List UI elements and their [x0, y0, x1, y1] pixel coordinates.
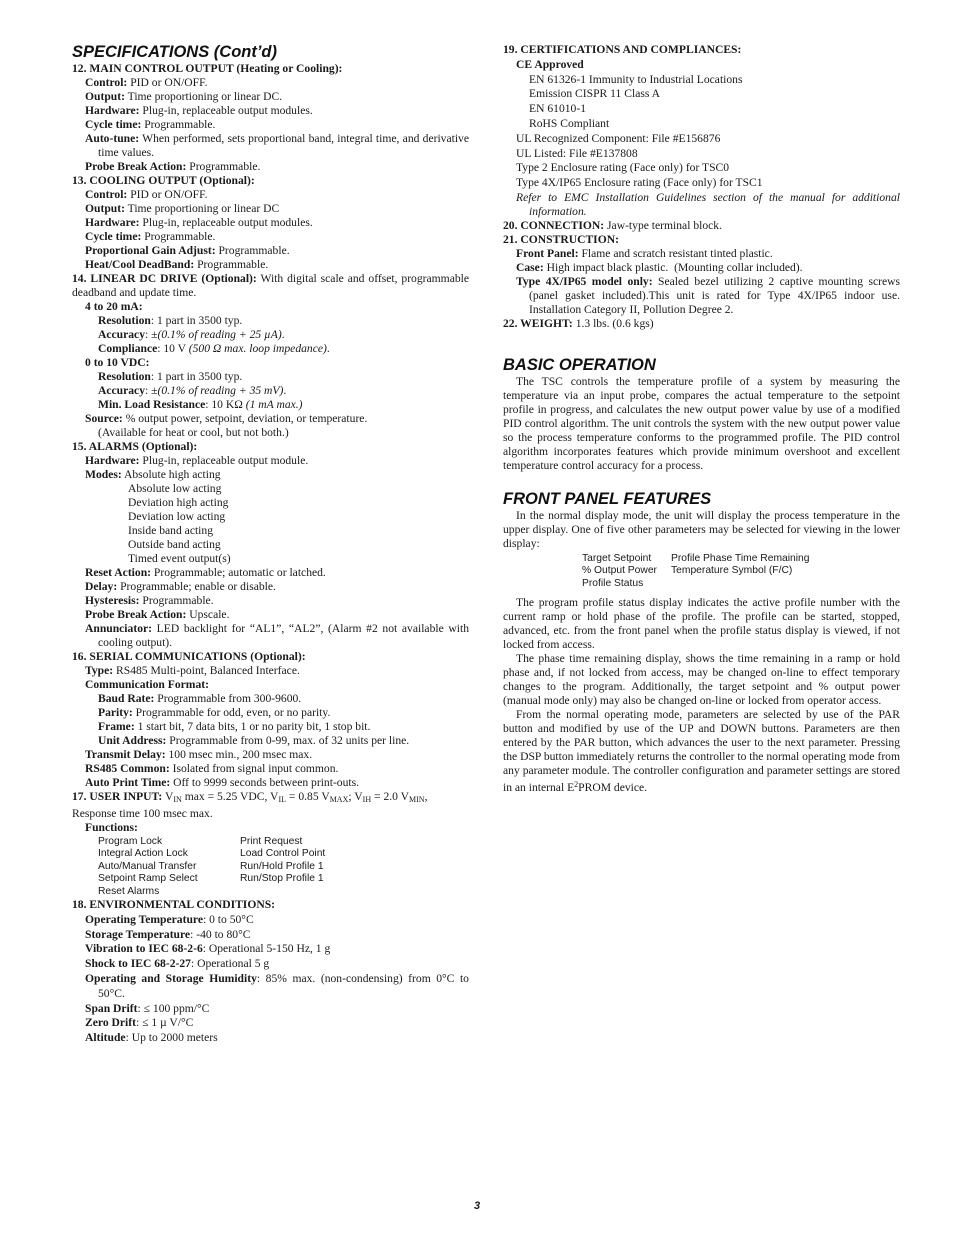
spec-value: : 85% max. (non-condensing) from 0°C to 50°C.	[98, 972, 469, 1000]
section-title: 14. LINEAR DC DRIVE (Optional):	[72, 272, 257, 285]
spec-label: Front Panel:	[516, 246, 579, 260]
spec-label: Auto-tune:	[85, 132, 140, 145]
section-title: 12. MAIN CONTROL OUTPUT (Heating or Cooling):	[72, 62, 343, 75]
spec-label: Cycle time:	[85, 118, 142, 131]
spec-value: : Operational 5 g	[190, 957, 270, 971]
display-option: Profile Status	[582, 577, 644, 589]
section-title: 13. COOLING OUTPUT (Optional):	[72, 174, 255, 187]
spec-value: Programmable.	[186, 160, 261, 173]
spec-label: Cycle time:	[85, 230, 142, 243]
section-title: 18. ENVIRONMENTAL CONDITIONS:	[72, 898, 276, 912]
spec-label: Auto Print Time:	[85, 776, 171, 789]
section-16	[72, 650, 469, 790]
section-title: 19. CERTIFICATIONS AND COMPLIANCES:	[503, 43, 742, 56]
spec-value: Programmable.	[141, 230, 216, 243]
spec-label: Modes:	[85, 468, 122, 481]
basic-operation-text: The TSC controls the temperature profile of a system by measuring the temperature via an input probe, compares the actual temperature to the setpoint profile in progress, and calculates the new output power value by use of a modified PID control algorithm. The unit controls the system with the new output power value so the process temperature conforms to the programmed profile. The PID control algorithm incorporates features which provide minimum overshoot and excellent temperature control accuracy for a process.	[503, 374, 900, 472]
subsection-heading: 4 to 20 mA:	[85, 300, 143, 313]
front-panel-heading: FRONT PANEL FEATURES	[503, 489, 712, 508]
spec-value: MAX	[329, 795, 349, 804]
spec-label: Hardware:	[85, 104, 140, 117]
spec-value: Time proportioning or linear DC.	[124, 90, 283, 103]
superscript: 2	[574, 780, 579, 790]
spec-value: LED backlight for “AL1”, “AL2”, (Alarm #2 not available with cooling output).	[98, 622, 469, 649]
parameter-paragraph	[503, 708, 900, 795]
spec-value: Sealed bezel utilizing 2 captive mounting screws (panel gasket included).This unit is rated for Type 4X/IP65 indoor use. Installation Category II, Pollution Degree 2.	[529, 274, 900, 316]
spec-value: 1 start bit, 7 data bits, 1 or no parity bit, 1 stop bit.	[134, 720, 371, 733]
response-time: Response time 100 msec max.	[72, 807, 213, 820]
spec-label: Functions:	[85, 821, 138, 834]
function-item: Run/Stop Profile 1	[240, 873, 324, 885]
page-number: 3	[473, 1200, 481, 1212]
function-item: Print Request	[240, 836, 303, 847]
spec-label: Storage Temperature	[85, 927, 191, 941]
spec-value: When performed, sets proportional band, integral time, and derivative time values.	[98, 132, 469, 159]
ce-item: EN 61326-1 Immunity to Industrial Locations	[529, 72, 743, 86]
function-item: Load Control Point	[240, 848, 326, 860]
profile-status-paragraph: The program profile status display indicates the active profile number with the current ramp or hold phase of the profile. The profile can be started, stopped, advanced, etc. from the front panel when the profile status display is viewed, if not locked from access.	[503, 596, 900, 652]
spec-label: Output:	[85, 90, 125, 103]
spec-label: Heat/Cool DeadBand:	[85, 258, 195, 271]
spec-value: .	[281, 328, 285, 341]
section-20	[503, 219, 900, 233]
ul-item: Type 4X/IP65 Enclosure rating (Face only) for TSC1	[516, 176, 763, 190]
section-title: 17. USER INPUT:	[72, 790, 163, 803]
display-options-list	[503, 553, 900, 590]
section-22	[503, 317, 900, 331]
display-option: % Output Power	[582, 565, 657, 577]
spec-value: ; V	[348, 790, 363, 803]
spec-value: : ≤ 1 µ V/°C	[135, 1016, 194, 1030]
spec-label: Transmit Delay:	[85, 748, 166, 761]
spec-value: High impact black plastic. (Mounting collar included).	[543, 260, 803, 274]
section-title: 21. CONSTRUCTION:	[503, 232, 619, 246]
spec-label: Reset Action:	[85, 566, 152, 579]
spec-value: (1 mA max.)	[245, 398, 303, 411]
spec-value: Programmable for odd, even, or no parity.	[132, 706, 331, 719]
subsection-heading: 0 to 10 VDC:	[85, 356, 150, 369]
basic-operation-section	[503, 355, 900, 473]
section-19	[503, 43, 900, 219]
spec-label: Type:	[85, 664, 114, 677]
spec-value: % output power, setpoint, deviation, or temperature.	[122, 412, 368, 425]
phase-time-paragraph: The phase time remaining display, shows the time remaining in a ramp or hold phase and, if not locked from access, may be changed on-line to effect temporary changes to the program. Additionally, the target setpoint and % output power (manual mode only) may also be changed on-line or locked from operator access.	[503, 652, 900, 708]
spec-value: 1.3 lbs. (0.6 kgs)	[572, 316, 654, 330]
spec-value: V	[162, 790, 174, 803]
spec-value: Programmable; automatic or latched.	[151, 566, 326, 579]
alarm-mode: Outside band acting	[128, 538, 221, 551]
spec-value: RS485 Multi-point, Balanced Interface.	[113, 664, 300, 677]
spec-value: : 0 to 50°C	[202, 912, 254, 926]
spec-label: Operating and Storage Humidity	[85, 972, 257, 986]
spec-label: Type 4X/IP65 model only:	[516, 274, 653, 288]
spec-label: Accuracy	[98, 384, 145, 397]
spec-value: Programmable.	[141, 118, 216, 131]
spec-value: = 0.85 V	[286, 790, 330, 803]
display-option: Profile Phase Time Remaining	[671, 552, 810, 564]
spec-value: IH	[362, 795, 372, 804]
spec-label: Min. Load Resistance	[98, 398, 206, 411]
ul-item: UL Listed: File #E137808	[516, 146, 638, 160]
section-title: 15. ALARMS (Optional):	[72, 440, 198, 453]
basic-operation-heading: BASIC OPERATION	[503, 355, 656, 374]
spec-label: Control:	[85, 76, 128, 89]
spec-label: Hardware:	[85, 216, 140, 229]
alarm-mode: Absolute high acting	[121, 468, 221, 481]
spec-label: Unit Address:	[98, 734, 167, 747]
spec-value: Plug-in, replaceable output module.	[139, 454, 309, 467]
ce-item: Emission CISPR 11 Class A	[529, 87, 660, 101]
spec-value: (500 Ω max. loop impedance)	[188, 342, 327, 355]
spec-value: MIN	[409, 795, 425, 804]
front-panel-intro: In the normal display mode, the unit will display the process temperature in the upper display. One of five other parameters may be selected for viewing in the lower display:	[503, 508, 900, 550]
section-title: 22. WEIGHT:	[503, 316, 573, 330]
spec-label: Altitude	[85, 1031, 126, 1045]
spec-label: Source:	[85, 412, 123, 425]
spec-label: Probe Break Action:	[85, 160, 187, 173]
spec-value: PID or ON/OFF.	[127, 188, 208, 201]
spec-label: Output:	[85, 202, 125, 215]
spec-value: : ±	[145, 328, 158, 341]
right-column	[503, 43, 900, 795]
section-title: 16. SERIAL COMMUNICATIONS (Optional):	[72, 650, 306, 663]
section-intro: With digital scale and offset, programmable deadband and update time.	[72, 272, 470, 299]
spec-value: Flame and scratch resistant tinted plastic.	[578, 246, 773, 260]
spec-value: ,	[424, 790, 428, 803]
left-column	[72, 40, 469, 1046]
spec-value: max = 5.25 VDC, V	[181, 790, 279, 803]
front-panel-section	[503, 489, 900, 795]
spec-label: Frame:	[98, 720, 135, 733]
ce-approved-label: CE Approved	[516, 57, 584, 71]
display-option: Temperature Symbol (F/C)	[671, 565, 793, 577]
spec-label: Compliance	[98, 342, 158, 355]
paragraph-text: From the normal operating mode, parameters are selected by use of the PAR button and modified by use of the UP and DOWN buttons. Parameters are then entered by the PAR button, which advances the user to the next parameter. Pressing the DSP button immediately returns the controller to the normal operating mode from any parameter module. The controller configuration and parameter settings are stored in an internal E	[503, 708, 900, 795]
spec-label: Case:	[516, 260, 544, 274]
spec-value: : 1 part in 3500 typ.	[150, 370, 243, 383]
function-item: Run/Hold Profile 1	[240, 860, 324, 872]
spec-value: IL	[278, 795, 286, 804]
function-item: Setpoint Ramp Select	[98, 873, 198, 885]
functions-list	[72, 836, 469, 898]
paragraph-text: PROM device.	[578, 781, 648, 795]
spec-value: : ≤ 100 ppm/°C	[137, 1001, 210, 1015]
spec-value: Upscale.	[186, 608, 230, 621]
spec-value: : ±	[145, 384, 158, 397]
function-item	[240, 886, 400, 898]
function-item: Reset Alarms	[98, 885, 160, 897]
source-note: (Available for heat or cool, but not both.)	[98, 426, 289, 439]
spec-value: Programmable.	[215, 244, 290, 257]
section-12	[72, 62, 469, 174]
spec-label: Shock to IEC 68-2-27	[85, 957, 191, 971]
spec-value: : Up to 2000 meters	[125, 1031, 218, 1045]
ce-item: RoHS Compliant	[529, 116, 610, 130]
spec-value: PID or ON/OFF.	[127, 76, 208, 89]
spec-value: Programmable.	[194, 258, 269, 271]
section-14	[72, 272, 469, 440]
spec-value: Programmable; enable or disable.	[117, 580, 276, 593]
spec-label: Proportional Gain Adjust:	[85, 244, 216, 257]
section-title: 20. CONNECTION:	[503, 218, 605, 232]
spec-label: Delay:	[85, 580, 118, 593]
spec-label: RS485 Common:	[85, 762, 170, 775]
function-item: Auto/Manual Transfer	[98, 860, 197, 872]
spec-value: (0.1% of reading + 35 mV)	[157, 384, 284, 397]
spec-label: Communication Format:	[85, 678, 209, 691]
spec-value: : Operational 5-150 Hz, 1 g	[202, 942, 331, 956]
ul-item: Type 2 Enclosure rating (Face only) for TSC0	[516, 161, 730, 175]
spec-value: Off to 9999 seconds between print-outs.	[170, 776, 360, 789]
spec-value: Programmable.	[139, 594, 214, 607]
section-18	[72, 898, 469, 1046]
alarm-mode: Absolute low acting	[128, 482, 222, 495]
spec-value: Jaw-type terminal block.	[604, 218, 722, 232]
alarm-mode: Inside band acting	[128, 524, 213, 537]
spec-label: Zero Drift	[85, 1016, 136, 1030]
spec-value: .	[283, 384, 287, 397]
spec-label: Accuracy	[98, 328, 145, 341]
spec-label: Annunciator:	[85, 622, 152, 635]
section-15	[72, 440, 469, 650]
spec-label: Resolution	[98, 370, 151, 383]
spec-value: : -40 to 80°C	[190, 927, 251, 941]
spec-label: Control:	[85, 188, 128, 201]
spec-label: Baud Rate:	[98, 692, 155, 705]
emc-note: Refer to EMC Installation Guidelines section of the manual for additional information.	[516, 190, 900, 218]
function-item: Program Lock	[98, 836, 163, 847]
section-17	[72, 790, 469, 898]
section-13	[72, 174, 469, 272]
spec-label: Probe Break Action:	[85, 608, 187, 621]
alarm-mode: Deviation low acting	[128, 510, 226, 523]
spec-value: Isolated from signal input common.	[169, 762, 339, 775]
spec-value: = 2.0 V	[371, 790, 409, 803]
spec-value: Programmable from 300-9600.	[154, 692, 302, 705]
display-option: Target Setpoint	[582, 552, 652, 564]
alarm-mode: Deviation high acting	[128, 496, 229, 509]
display-option	[671, 578, 831, 590]
spec-label: Hardware:	[85, 454, 140, 467]
function-item: Integral Action Lock	[98, 848, 188, 860]
spec-label: Span Drift	[85, 1001, 138, 1015]
spec-value: Programmable from 0-99, max. of 32 units per line.	[166, 734, 410, 747]
spec-label: Operating Temperature	[85, 912, 203, 926]
spec-value: 100 msec min., 200 msec max.	[165, 748, 313, 761]
spec-value: .	[326, 342, 330, 355]
ul-item: UL Recognized Component: File #E156876	[516, 131, 721, 145]
alarm-mode: Timed event output(s)	[128, 552, 231, 565]
section-21	[503, 233, 900, 317]
spec-value: Time proportioning or linear DC	[124, 202, 280, 215]
spec-value: : 10 V	[157, 342, 189, 355]
spec-value: : 10 KΩ	[205, 398, 246, 411]
spec-label: Vibration to IEC 68-2-6	[85, 942, 203, 956]
spec-value: Plug-in, replaceable output modules.	[139, 104, 313, 117]
spec-value: Plug-in, replaceable output modules.	[139, 216, 313, 229]
spec-label: Hysteresis:	[85, 594, 140, 607]
specifications-heading: SPECIFICATIONS (Cont’d)	[72, 43, 278, 61]
ce-item: EN 61010-1	[529, 102, 586, 116]
spec-value: (0.1% of reading + 25 µA)	[157, 328, 282, 341]
spec-label: Parity:	[98, 706, 133, 719]
spec-value: : 1 part in 3500 typ.	[150, 314, 243, 327]
spec-label: Resolution	[98, 314, 151, 327]
spec-value: IN	[173, 795, 182, 804]
